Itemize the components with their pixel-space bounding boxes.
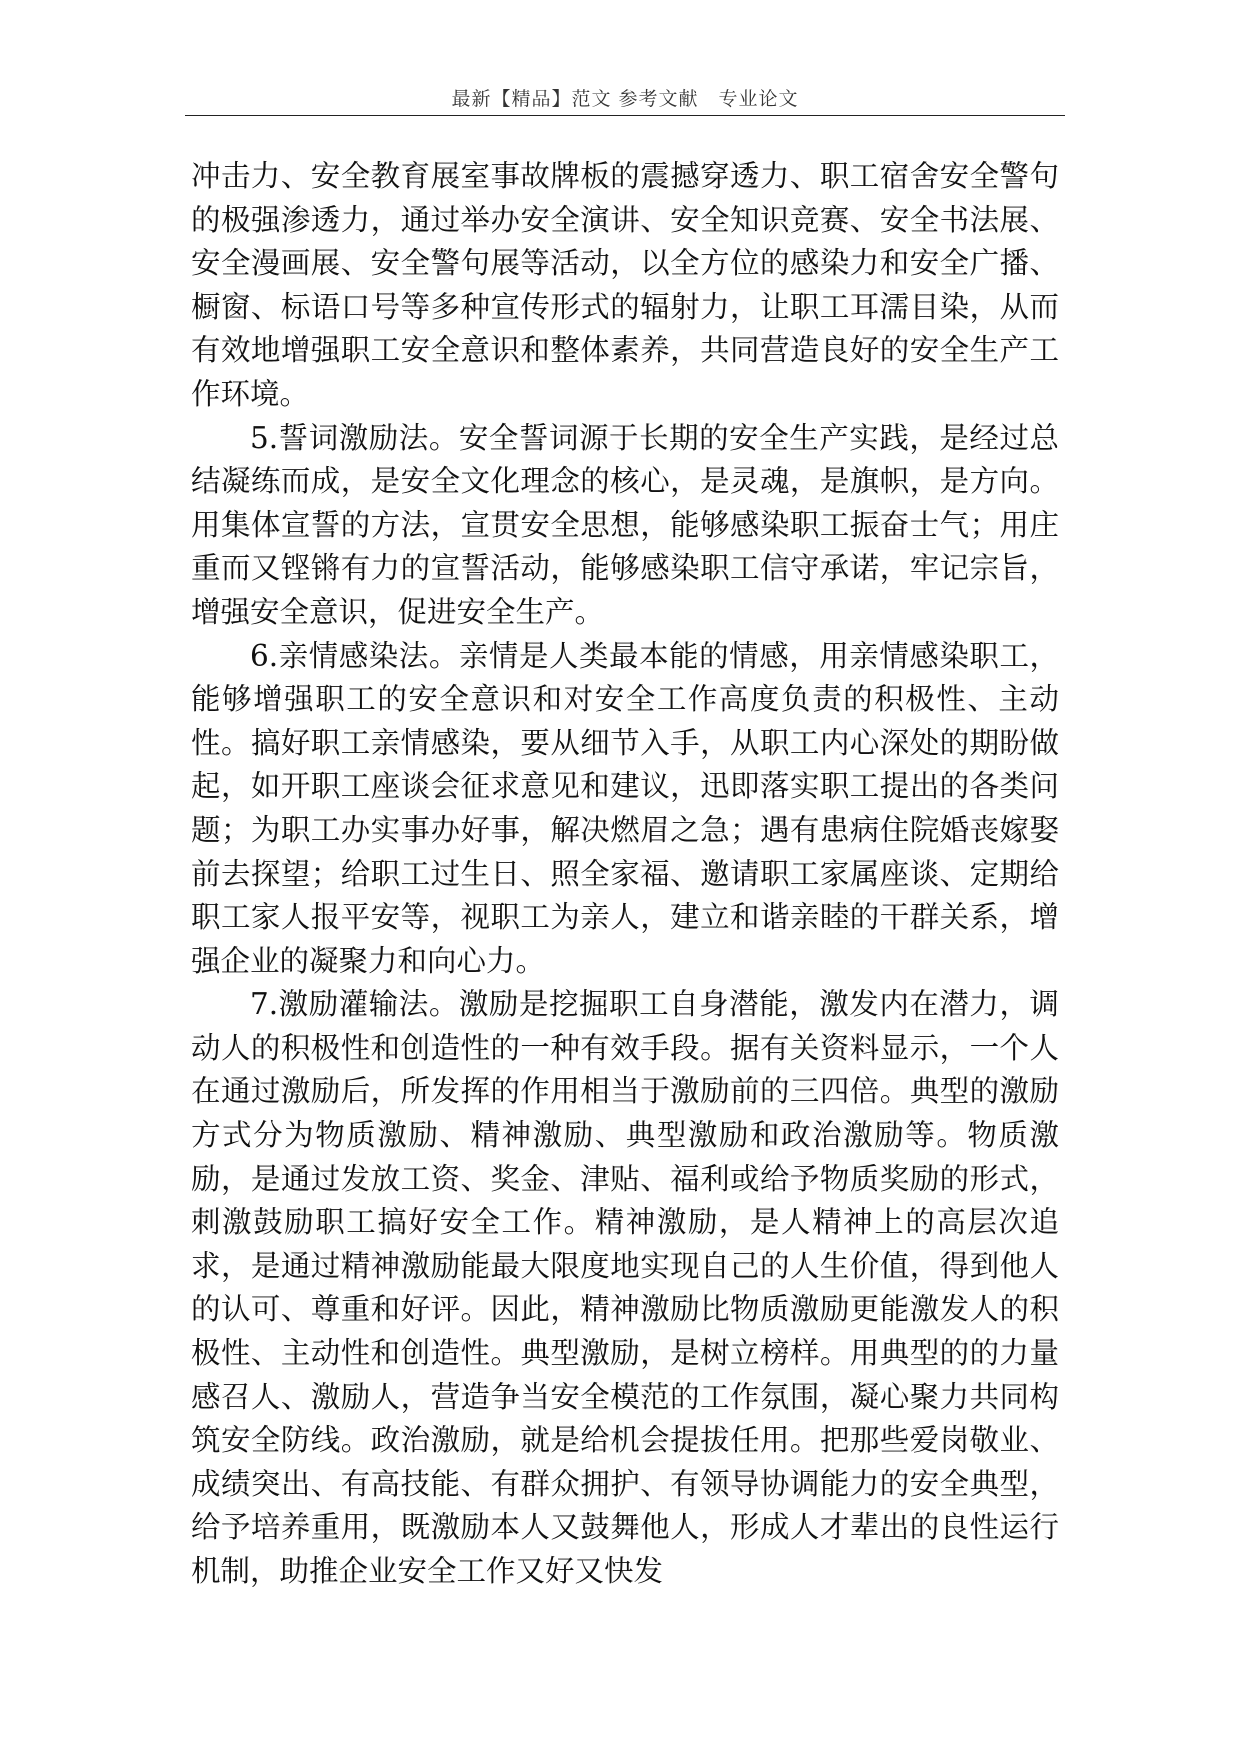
header-divider [185,115,1065,116]
paragraph-family-affection: 6.亲情感染法。亲情是人类最本能的情感，用亲情感染职工，能够增强职工的安全意识和对安全工作高度负责的积极性、主动性。搞好职工亲情感染，要从细节入手，从职工内心深处的期盼做起，如开职工座谈会征求意见和建议，迅即落实职工提出的各类问题；为职工办实事办好事，解决燃眉之急；遇有患病住院婚丧嫁娶前去探望；给职工过生日、照全家福、邀请职工家属座谈、定期给职工家人报平安等，视职工为亲人，建立和谐亲睦的干群关系，增强企业的凝聚力和向心力。 [191,638,1059,978]
paragraph-oath-incentive: 5.誓词激励法。安全誓词源于长期的安全生产实践，是经过总结凝练而成，是安全文化理念的核心，是灵魂，是旗帜，是方向。用集体宣誓的方法，宣贯安全思想，能够感染职工振奋士气；用庄重而又铿锵有力的宣誓活动，能够感染职工信守承诺，牢记宗旨，增强安全意识，促进安全生产。 [191,420,1059,629]
document-body [191,155,1059,1594]
paragraph-incentive-instillation: 7.激励灌输法。激励是挖掘职工自身潜能，激发内在潜力，调动人的积极性和创造性的一种有效手段。据有关资料显示，一个人在通过激励后，所发挥的作用相当于激励前的三四倍。典型的激励方式分为物质激励、精神激励、典型激励和政治激励等。物质激励，是通过发放工资、奖金、津贴、福利或给予物质奖励的形式，刺激鼓励职工搞好安全工作。精神激励，是人精神上的高层次追求，是通过精神激励能最大限度地实现自己的人生价值，得到他人的认可、尊重和好评。因此，精神激励比物质激励更能激发人的积极性、主动性和创造性。典型激励，是树立榜样。用典型的的力量感召人、激励人，营造争当安全模范的工作氛围，凝心聚力共同构筑安全防线。政治激励，就是给机会提拔任用。把那些爱岗敬业、成绩突出、有高技能、有群众拥护、有领导协调能力的安全典型，给予培养重用，既激励本人又鼓舞他人，形成人才辈出的良性运行机制，助推企业安全工作又好又快发 [191,987,1059,1588]
paragraph-continuation: 冲击力、安全教育展室事故牌板的震撼穿透力、职工宿舍安全警句的极强渗透力，通过举办安全演讲、安全知识竞赛、安全书法展、安全漫画展、安全警句展等活动，以全方位的感染力和安全广播、橱窗、标语口号等多种宣传形式的辐射力，让职工耳濡目染，从而有效地增强职工安全意识和整体素养，共同营造良好的安全生产工作环境。 [191,159,1059,411]
page-header: 最新【精品】范文 参考文献 专业论文 [451,88,799,110]
